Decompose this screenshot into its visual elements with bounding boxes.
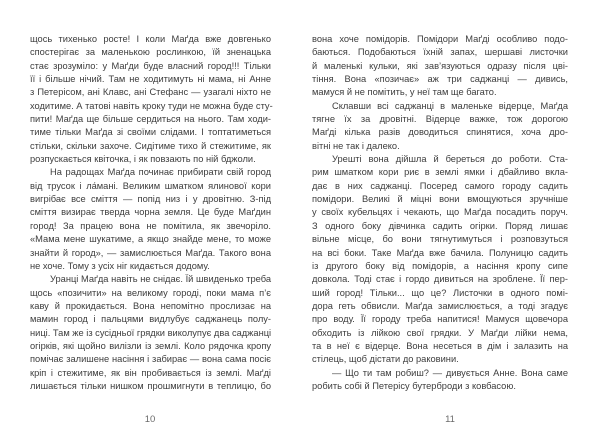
right-page-text bbox=[312, 33, 568, 393]
text-line: знайти й город», — замислюється Маґда. Такого вона bbox=[30, 247, 271, 258]
text-line: ший город! Тільки... що це? Листочки в одного помі- bbox=[312, 287, 568, 298]
text-line: На радощах Маґда починає прибирати свій город bbox=[50, 167, 271, 178]
text-line: Урешті вона дійшла й береться до роботи. Ста- bbox=[332, 154, 568, 165]
text-line: «Мама мене шукатиме, а якщо знайде мене, то може bbox=[30, 234, 271, 245]
text-line: робить собі й Петерісу бутерброди з ковбасою. bbox=[312, 380, 516, 391]
text-line: тиме тільки Маґда зі своїми слідами. І топтатиметься bbox=[30, 127, 271, 138]
text-line: стільки, скільки захоче. Сидітиме тихо й стежитиме, як bbox=[30, 140, 271, 151]
text-line: Маґді кілька разів доводиться спинятися, хоча дро- bbox=[312, 127, 568, 138]
page-right bbox=[300, 0, 600, 445]
text-line: З одного боку дівчинка садить огірки. Поряд лишає bbox=[312, 220, 568, 231]
text-line: її і більше нічий. Там не ходитимуть ні мама, ні Анне bbox=[30, 74, 271, 85]
text-line: кріп і стежитиме, як він пробивається із землі. Маґді bbox=[30, 367, 271, 378]
text-line: вона хоче помідорів. Помідори Маґді особливо подо- bbox=[312, 34, 568, 44]
text-line: про воду. Її городу треба напитися! Мамуся щовечора bbox=[312, 314, 568, 325]
text-line: — Що ти там робиш? — дивується Анне. Вона саме bbox=[332, 367, 568, 378]
text-line: у своїх кубельцях і чекають, що Маґда посадить поруч. bbox=[312, 207, 568, 218]
text-line: тіння. Вона «позичає» аж три саджанці — дивись, bbox=[312, 74, 568, 85]
text-line: щось «позичити» на великому городі, поки мама п’є bbox=[30, 287, 271, 298]
text-line: помічає залишене насіння і забирає — вона сама посіє bbox=[30, 354, 271, 365]
text-line: пити! Маґда ще більше сердиться на нього. Там ходи- bbox=[30, 114, 271, 125]
text-line: рим шматком кори риє в землі ямки і дбайливо вкла- bbox=[312, 167, 568, 178]
text-line: ходитиме. А татові навіть кроку туди не можна буде сту- bbox=[30, 100, 273, 111]
text-line: вільне місце, бо вони тягнутимуться і розповзуться bbox=[312, 234, 568, 245]
left-page-number: 10 bbox=[144, 414, 156, 425]
text-line: лишається тільки нишком прошмигнути в теплицю, бо bbox=[30, 380, 271, 391]
text-line: розпускається квіточка, і як повзають по ній бджоли. bbox=[30, 154, 256, 165]
text-line: мамуся й не помітить, у неї там ще багато. bbox=[312, 87, 497, 98]
text-line: тягне їх за дровітні. Відерце важке, тож дорогою bbox=[312, 114, 568, 125]
text-line: не хоче. Тому з усіх ніг кидається додому. bbox=[30, 260, 210, 271]
text-line: каву й прокидається. Вона непомітно прослизає на bbox=[30, 300, 271, 311]
text-line: дає в них саджанці. Посеред самого городу садить bbox=[312, 180, 568, 191]
text-line: й маленькі кульки, які зав’язуються одразу після цві- bbox=[312, 60, 568, 71]
text-line: на всі боки. Таке Маґда вже бачила. Полуницю садить bbox=[312, 247, 568, 258]
text-line: та в неї є відерце. Вона несеться в дім і залазить на bbox=[312, 340, 568, 351]
text-line: Уранці Маґда навіть не снідає. Їй швиденько треба bbox=[50, 274, 271, 285]
text-line: город! За працею вона не помітила, як звечоріло. bbox=[30, 220, 271, 231]
text-line: стілець, щоб дістати до раковини. bbox=[312, 354, 459, 365]
text-line: з Петерісом, ані Клавс, ані Стефанс — узагалі ніхто не bbox=[30, 87, 271, 98]
text-line: із другого боку від помідорів, а насіння кропу сипе bbox=[312, 260, 568, 271]
left-page-text bbox=[30, 33, 271, 393]
right-page-number: 11 bbox=[445, 414, 455, 425]
text-line: дора геть обвисли. Маґда замислюється, а тоді згадує bbox=[312, 300, 568, 311]
text-line: Склавши всі саджанці в маленьке відерце, Маґда bbox=[332, 100, 568, 111]
text-line: обходить із лійкою свої грядки. У Маґди лійки нема, bbox=[312, 327, 568, 338]
text-line: ниці. Там же із сусідньої грядки виколупує два саджанці bbox=[30, 327, 272, 338]
text-line: баються. Подобаються їхній запах, шершаві листочки bbox=[312, 47, 568, 58]
text-line: стає зрозуміло: у Маґди буде власний город!!! Тільки bbox=[30, 60, 271, 71]
text-line: вигрібає все сміття — попід низ і у дровітню. З-під bbox=[30, 194, 271, 205]
text-line: довкола. Тоді стає і гордо дивиться на зроблене. Її пер- bbox=[312, 274, 568, 285]
text-line: вітні не так і далеко. bbox=[312, 140, 400, 151]
text-line: огірків, які щойно вилізли із землі. Коло рядочка кропу bbox=[30, 340, 271, 351]
text-line: мамин город і пальцями видлубує саджанець полу- bbox=[30, 314, 271, 325]
text-line: від трусок і ла́мані. Великим шматком ялинової кори bbox=[30, 180, 271, 191]
text-line: помідори. Великі й міцні вони вмощуються зручніше bbox=[312, 194, 568, 205]
text-line: спостерігає за маленькою рослинкою, їй зненацька bbox=[30, 47, 271, 58]
text-line: сміття визирає тверда чорна земля. Це буде Маґдин bbox=[30, 207, 271, 218]
text-line: щось тихенько росте! І коли Маґда вже довгенько bbox=[30, 34, 271, 44]
